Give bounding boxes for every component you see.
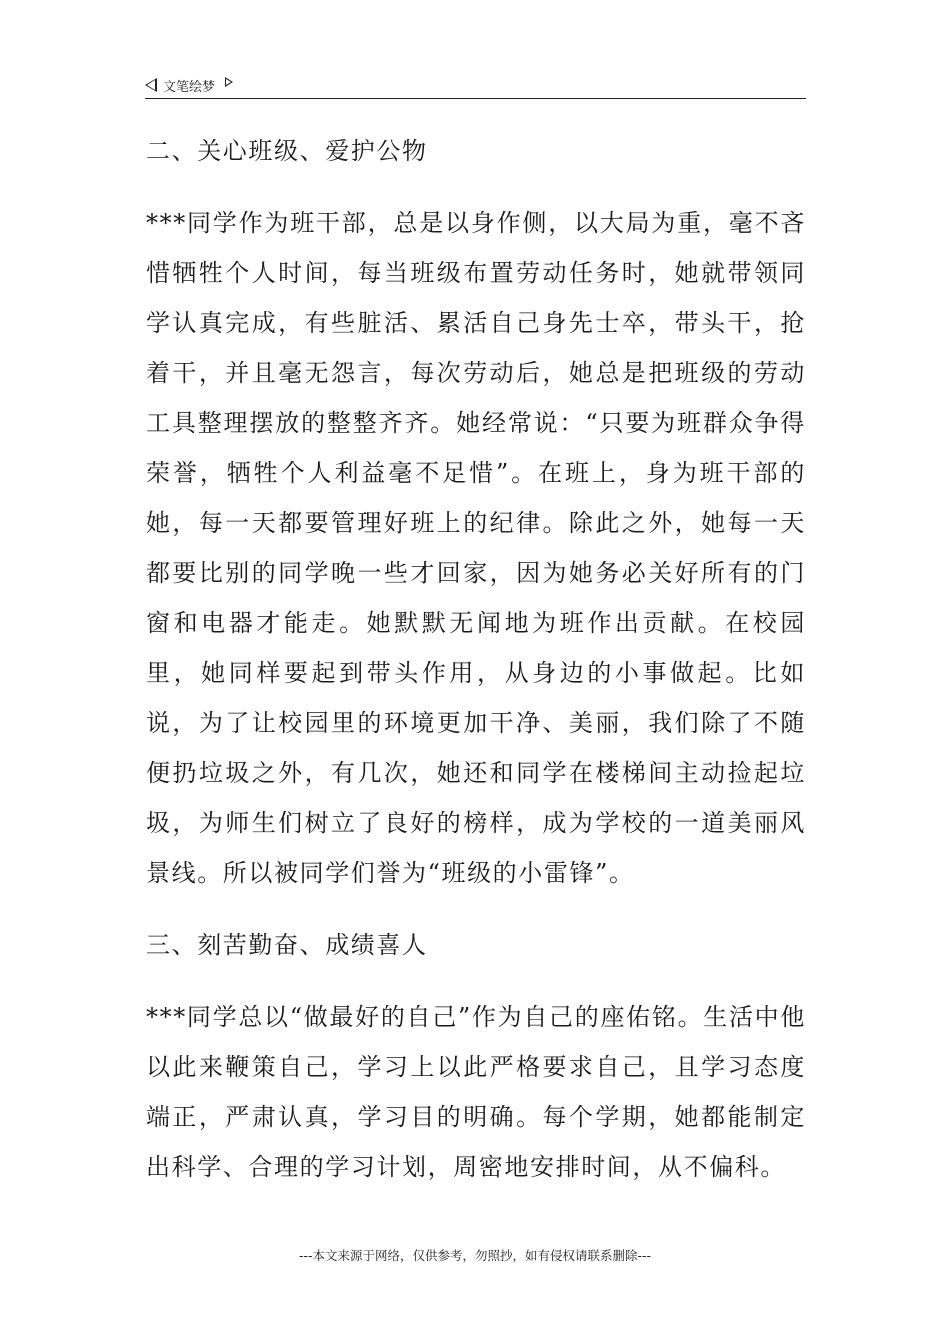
- left-triangle-icon: [145, 78, 157, 92]
- document-body: [146, 126, 806, 1214]
- header-title: 文笔绘梦: [163, 79, 216, 95]
- section-paragraph-2: ***同学作为班干部，总是以身作侧，以大局为重，毫不吝惜牺牲个人时间，每当班级布置劳动任务时，她就带领同学认真完成，有些脏活、累活自己身先士卒，带头干，抢着干，并且毫无怨言，每次劳动后，她总是把班级的劳动工具整理摆放的整整齐齐。她经常说：“只要为班群众争得荣誉，牺牲个人利益毫不足惜”。在班上，身为班干部的她，每一天都要管理好班上的纪律。除此之外，她每一天都要比别的同学晚一些才回家，因为她务必关好所有的门窗和电器才能走。她默默无闻地为班作出贡献。在校园里，她同样要起到带头作用，从身边的小事做起。比如说，为了让校园里的环境更加干净、美丽，我们除了不随便扔垃圾之外，有几次，她还和同学在楼梯间主动捡起垃圾，为师生们树立了良好的榜样，成为学校的一道美丽风景线。所以被同学们誉为“班级的小雷锋”。: [146, 209, 806, 887]
- section-heading-3: 三、刻苦勤奋、成绩喜人: [146, 931, 428, 959]
- right-triangle-icon: [225, 77, 233, 87]
- footer-disclaimer: ---本文来源于网络，仅供参考，勿照抄，如有侵权请联系删除---: [298, 1248, 652, 1263]
- section-paragraph-3: ***同学总以“做最好的自己”作为自己的座佑铭。生活中他以此来鞭策自己，学习上以此严格要求自己，且学习态度端正，严肃认真，学习目的明确。每个学期，她都能制定出科学、合理的学习计划，周密地安排时间，从不偏科。: [146, 1003, 806, 1181]
- page-header: [145, 72, 806, 99]
- section-heading-2: 二、关心班级、爱护公物: [146, 137, 428, 165]
